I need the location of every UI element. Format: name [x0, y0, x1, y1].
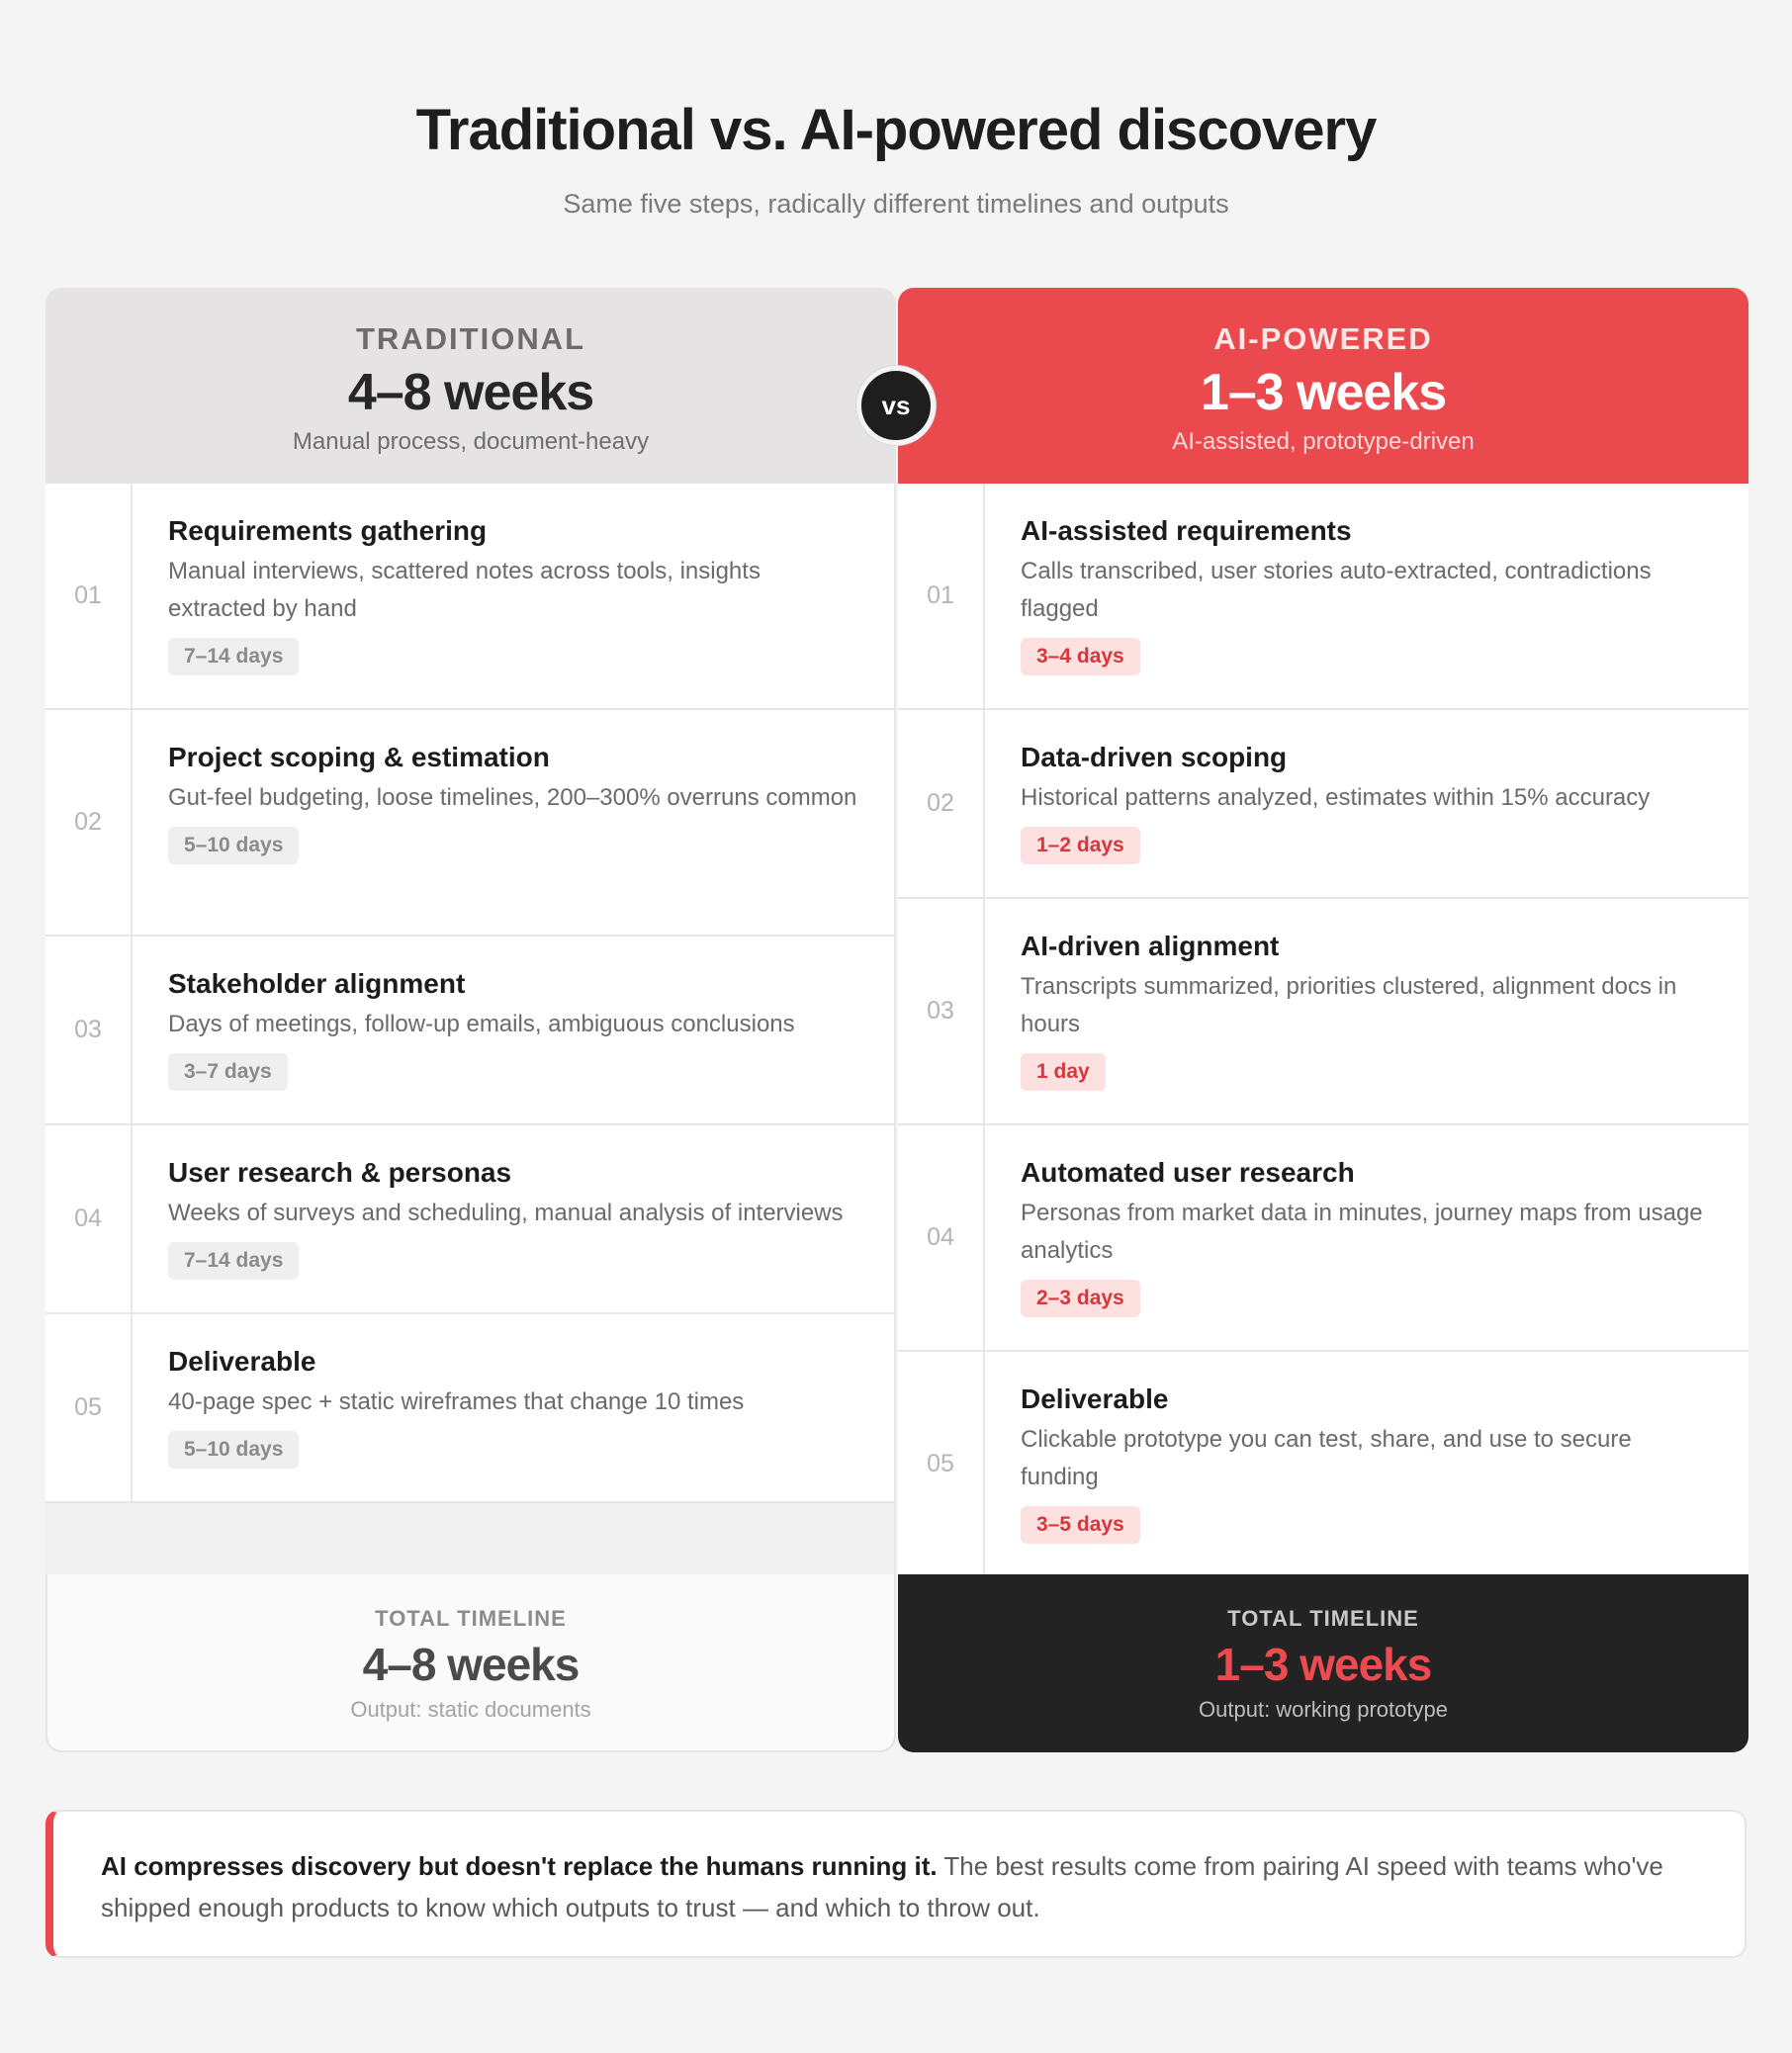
step-title: Automated user research [1021, 1157, 1355, 1188]
step-title: Deliverable [1021, 1384, 1169, 1414]
traditional-header [45, 288, 896, 484]
step-duration-badge: 3–4 days [1021, 638, 1140, 675]
callout-bold-text: AI compresses discovery but doesn't replace the humans running it. [101, 1851, 938, 1881]
traditional-column [45, 288, 896, 1578]
step-number: 01 [45, 484, 133, 708]
step-number: 04 [898, 1125, 985, 1350]
step-number: 03 [45, 937, 133, 1123]
total-output: Output: static documents [350, 1697, 591, 1722]
step-duration-badge: 3–5 days [1021, 1506, 1140, 1544]
step-number: 02 [45, 710, 133, 935]
column-filler [45, 1503, 896, 1578]
ai-step-row [898, 710, 1748, 899]
step-description: Calls transcribed, user stories auto-extracted, contradictions flagged [1021, 558, 1652, 622]
step-description: Transcripts summarized, priorities clustered, alignment docs in hours [1021, 973, 1677, 1037]
total-value: 1–3 weeks [1214, 1639, 1432, 1690]
step-title: User research & personas [168, 1157, 512, 1188]
step-description: 40-page spec + static wireframes that change 10 times [168, 1388, 745, 1415]
vs-badge: vs [856, 366, 936, 445]
step-description: Gut-feel budgeting, loose timelines, 200–300% overruns common [168, 784, 857, 811]
traditional-step-row [45, 484, 896, 710]
callout-text: The best results come from pairing AI speed with teams who've shipped enough products to know which outputs to trust — and which to throw out. [101, 1851, 1663, 1922]
step-duration-badge: 5–10 days [168, 827, 299, 864]
step-title: Deliverable [168, 1346, 316, 1377]
ai-total [898, 1574, 1748, 1752]
page-title: Traditional vs. AI-powered discovery [415, 98, 1377, 162]
step-number: 04 [45, 1125, 133, 1312]
ai-step-row [898, 484, 1748, 710]
step-description: Days of meetings, follow-up emails, ambiguous conclusions [168, 1011, 795, 1037]
ai-label: AI-POWERED [1213, 321, 1433, 356]
total-label: TOTAL TIMELINE [375, 1606, 567, 1631]
step-duration-badge: 5–10 days [168, 1431, 299, 1469]
ai-step-row [898, 899, 1748, 1125]
total-value: 4–8 weeks [362, 1639, 580, 1690]
traditional-total [45, 1574, 896, 1752]
ai-column [898, 288, 1748, 1576]
step-title: Requirements gathering [168, 515, 488, 546]
callout-note [45, 1810, 1747, 1958]
traditional-step-row [45, 710, 896, 937]
step-number: 01 [898, 484, 985, 708]
total-output: Output: working prototype [1199, 1697, 1448, 1722]
step-number: 02 [898, 710, 985, 897]
step-duration-badge: 2–3 days [1021, 1280, 1140, 1317]
step-duration-badge: 7–14 days [168, 1242, 299, 1280]
step-title: Project scoping & estimation [168, 742, 550, 772]
ai-tagline: AI-assisted, prototype-driven [1172, 428, 1475, 455]
ai-header [898, 288, 1748, 484]
traditional-label: TRADITIONAL [355, 321, 586, 356]
traditional-duration: 4–8 weeks [347, 364, 594, 421]
traditional-step-row [45, 937, 896, 1125]
ai-step-row [898, 1352, 1748, 1576]
step-description: Historical patterns analyzed, estimates within 15% accuracy [1021, 784, 1651, 811]
step-description: Personas from market data in minutes, journey maps from usage analytics [1021, 1200, 1703, 1264]
step-description: Manual interviews, scattered notes across tools, insights extracted by hand [168, 558, 761, 622]
traditional-step-row [45, 1314, 896, 1503]
traditional-step-row [45, 1125, 896, 1314]
step-number: 05 [45, 1314, 133, 1501]
step-duration-badge: 3–7 days [168, 1053, 288, 1091]
step-title: AI-assisted requirements [1021, 515, 1352, 546]
step-number: 05 [898, 1352, 985, 1576]
step-duration-badge: 1–2 days [1021, 827, 1140, 864]
total-label: TOTAL TIMELINE [1227, 1606, 1419, 1631]
step-title: Stakeholder alignment [168, 968, 466, 999]
step-number: 03 [898, 899, 985, 1123]
traditional-tagline: Manual process, document-heavy [292, 428, 650, 455]
step-description: Weeks of surveys and scheduling, manual analysis of interviews [168, 1200, 844, 1226]
page-subtitle: Same five steps, radically different timelines and outputs [563, 189, 1229, 219]
ai-duration: 1–3 weeks [1200, 364, 1447, 421]
step-duration-badge: 1 day [1021, 1053, 1106, 1091]
step-description: Clickable prototype you can test, share, and use to secure funding [1021, 1426, 1632, 1490]
step-duration-badge: 7–14 days [168, 638, 299, 675]
step-title: AI-driven alignment [1021, 931, 1280, 961]
step-title: Data-driven scoping [1021, 742, 1288, 772]
ai-step-row [898, 1125, 1748, 1352]
